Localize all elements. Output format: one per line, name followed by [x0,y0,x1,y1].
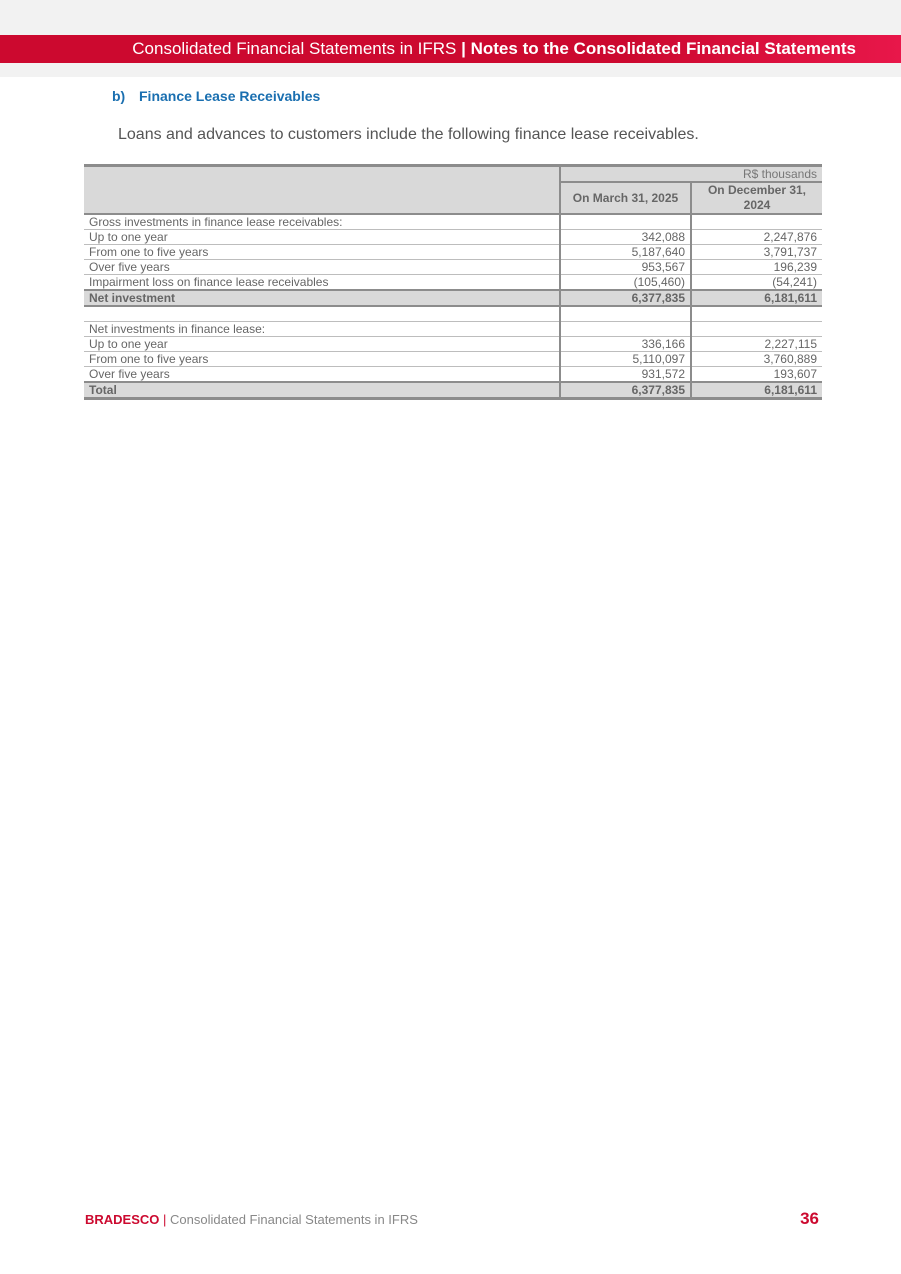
header-band [0,35,901,63]
table-row [84,337,822,352]
total-row [84,382,822,399]
table-row [84,214,822,230]
empty-cell [560,322,691,337]
row-label: Up to one year [84,230,560,245]
footer-caption [85,1212,418,1227]
cell-value: 193,607 [691,367,822,383]
empty-cell [691,306,822,322]
cell-value: 3,760,889 [691,352,822,367]
row-label: Impairment loss on finance lease receivables [84,275,560,291]
row-label: From one to five years [84,245,560,260]
gross-heading: Gross investments in finance lease receivables: [84,214,560,230]
column-header-march-2025: On March 31, 2025 [560,182,691,214]
empty-cell [691,214,822,230]
header-prefix: Consolidated Financial Statements in IFRS [132,39,457,58]
table-row [84,367,822,383]
cell-value: 3,791,737 [691,245,822,260]
intro-paragraph: Loans and advances to customers include the following finance lease receivables. [118,126,699,143]
empty-cell [560,306,691,322]
net-investment-value: 6,377,835 [560,290,691,306]
table-unit-row [84,166,822,183]
empty-cell [84,306,560,322]
total-label: Total [84,382,560,399]
top-margin [0,0,901,35]
column-header-december-2024: On December 31, 2024 [691,182,822,214]
table-row [84,260,822,275]
footer-separator: | [163,1212,167,1227]
empty-cell [691,322,822,337]
cell-value: 196,239 [691,260,822,275]
cell-value: 336,166 [560,337,691,352]
total-value: 6,377,835 [560,382,691,399]
cell-value: (54,241) [691,275,822,291]
total-value: 6,181,611 [691,382,822,399]
table-row [84,275,822,291]
cell-value: 2,247,876 [691,230,822,245]
page-number: 36 [800,1209,819,1228]
footer-text: Consolidated Financial Statements in IFRS [170,1212,418,1227]
cell-value: 953,567 [560,260,691,275]
table-row [84,230,822,245]
net-investment-label: Net investment [84,290,560,306]
section-letter: b) [112,88,126,104]
net-investment-row [84,290,822,306]
row-label: Over five years [84,367,560,383]
header-separator: | [461,39,466,58]
cell-value: 5,187,640 [560,245,691,260]
net-heading: Net investments in finance lease: [84,322,560,337]
cell-value: 342,088 [560,230,691,245]
header-strip [0,63,901,77]
section-title: Finance Lease Receivables [139,88,321,104]
table-unit-label: R$ thousands [560,166,822,183]
table-row [84,322,822,337]
section-heading [112,88,320,104]
header-title [132,35,856,63]
cell-value: (105,460) [560,275,691,291]
table-row [84,245,822,260]
footer-brand: BRADESCO [85,1212,160,1227]
row-label: Over five years [84,260,560,275]
cell-value: 931,572 [560,367,691,383]
cell-value: 5,110,097 [560,352,691,367]
table-row [84,352,822,367]
empty-cell [560,214,691,230]
finance-lease-table [84,164,822,400]
net-investment-value: 6,181,611 [691,290,822,306]
row-label: Up to one year [84,337,560,352]
table-corner-cell [84,166,560,215]
row-label: From one to five years [84,352,560,367]
spacer-row [84,306,822,322]
header-section: Notes to the Consolidated Financial Statements [470,39,856,58]
cell-value: 2,227,115 [691,337,822,352]
